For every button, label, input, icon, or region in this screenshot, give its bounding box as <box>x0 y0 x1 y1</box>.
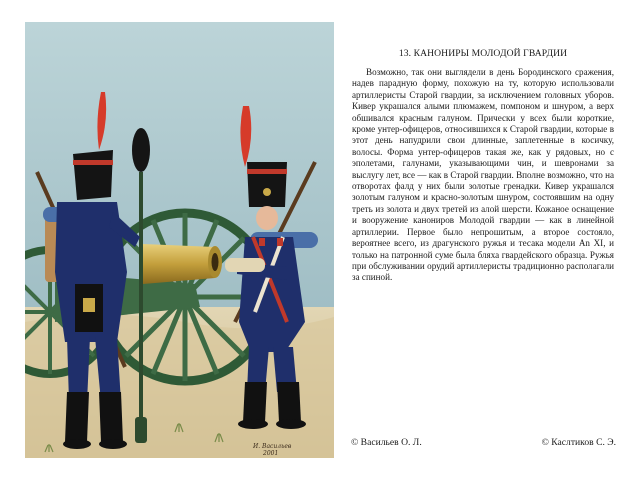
signature-name: И. Васильев <box>253 443 292 450</box>
plate-title: 13. КАНОНИРЫ МОЛОДОЙ ГВАРДИИ <box>398 48 568 59</box>
credit-artist: © Каслтиков С. Э. <box>541 437 616 448</box>
cannoneers-painting <box>25 22 334 458</box>
plate-illustration <box>25 22 334 458</box>
signature-year: 2001 <box>263 450 279 457</box>
artist-signature <box>253 443 291 457</box>
plate-text-column <box>352 48 614 284</box>
credit-author: © Васильев О. Л. <box>351 437 422 448</box>
plate-description: Возможно, так они выглядели в день Бородинского сражения, надев парадную форму, похожую на ту, которую использовали артиллеристы Старой гвардии, за исключением головных уборов. Кивер украшался алыми плюмажем, помпоном и шнуром, а верх обшивался красным галуном. Прически у всех были короткие, кроме унтер-офицеров, относившихся к Старой гвардии, которые в этот день напудрили свои длинные, заплетенные в косичку, волосы. Форма унтер-офицеров такая же, как у рядовых, но с эполетами, галунами, указывающими чин, и шевронами за выслугу лет, все — как в Старой гвардии. Вполне возможно, что на отворотах фалд у них были золотые гренадки. Кивер украшался золотым галуном и красно-золотым шнуром, состоявшим на одну треть из золота и двух третей из алой шерсти. Кожаное оснащение и вооружение канониров Молодой гвардии — как в линейной артиллерии. Первое было непрошитым, а второе состояло, вероятнее всего, из драгунского ружья и тесака модели An XI, и только на патронной суме была бляха гвардейского образца. Ружья при обслуживании орудий артиллеристы традиционно располагали за спиной. <box>352 67 614 283</box>
cannon-barrel <box>143 244 222 284</box>
